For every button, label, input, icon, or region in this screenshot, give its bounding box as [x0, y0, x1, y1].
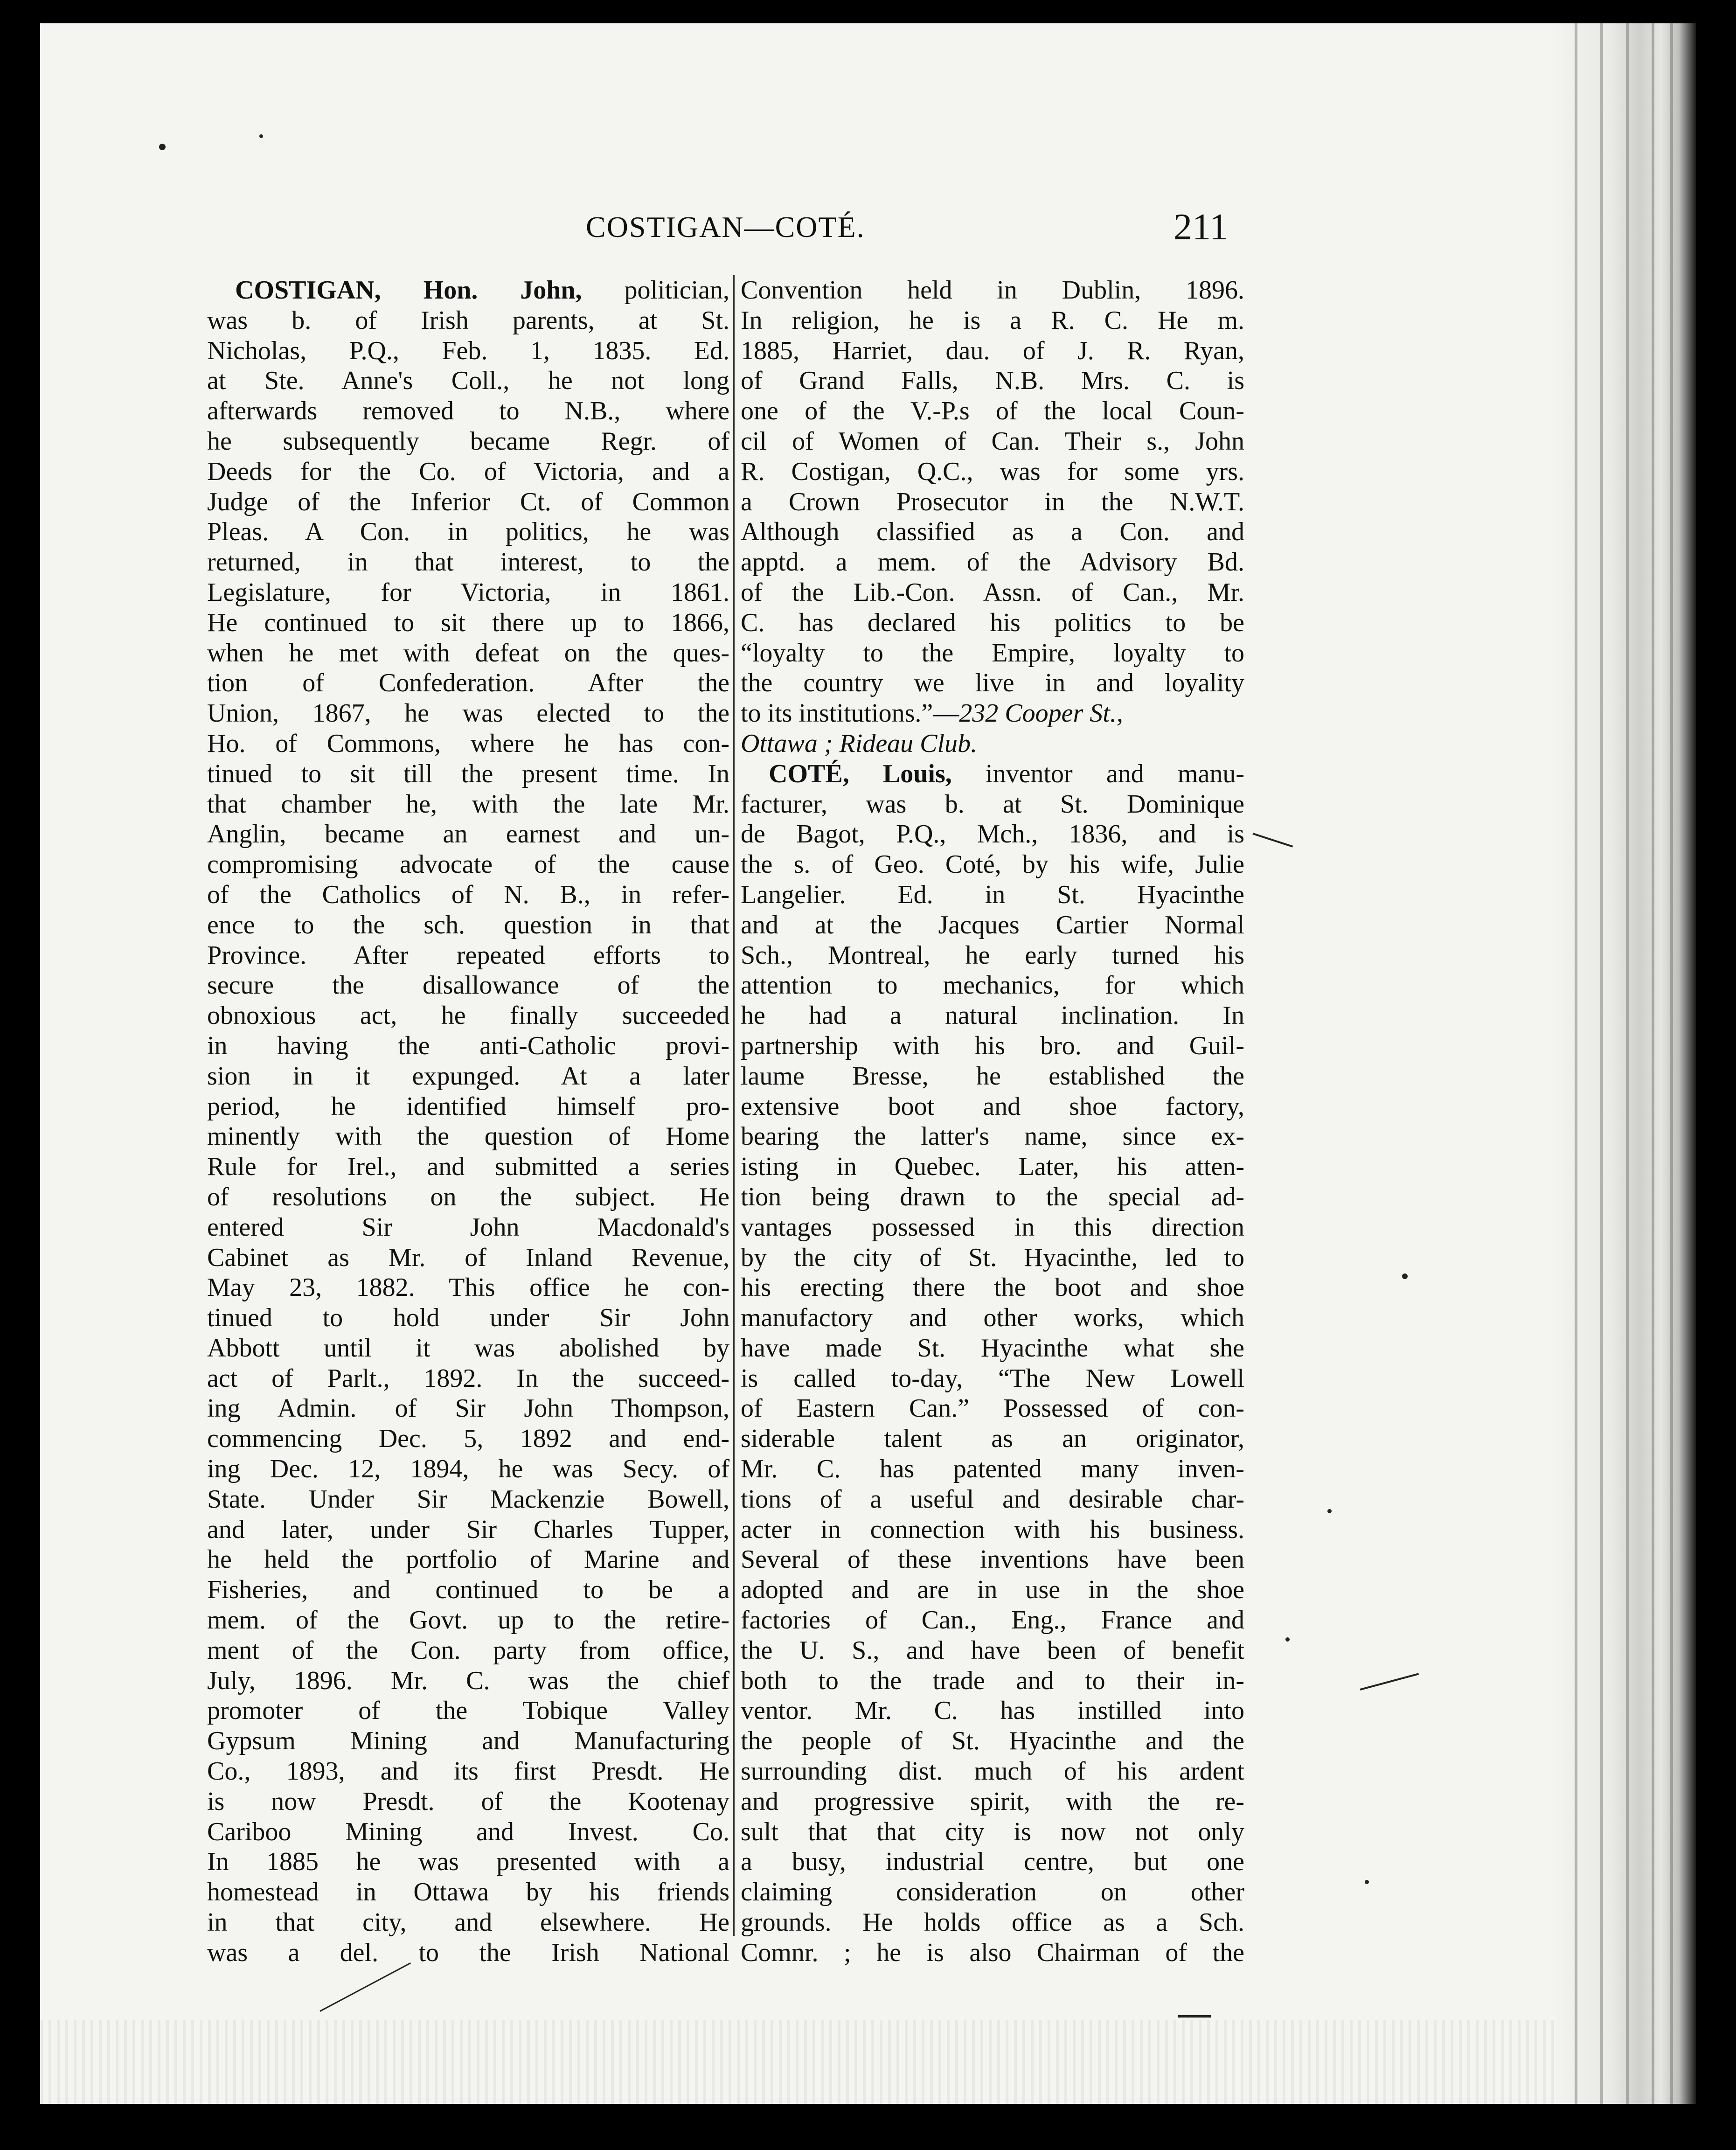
- text-line: adopted and are in use in the shoe: [741, 1575, 1244, 1605]
- entry-headword: COTÉ, Louis,: [769, 759, 952, 788]
- text-line: Pleas. A Con. in politics, he was: [207, 517, 729, 547]
- text-line: is now Presdt. of the Kootenay: [207, 1787, 729, 1816]
- text-line: mem. of the Govt. up to the retire-: [207, 1606, 729, 1635]
- text-line: Sch., Montreal, he early turned his: [741, 940, 1244, 970]
- text-line: of the Lib.-Con. Assn. of Can., Mr.: [741, 578, 1244, 607]
- text-line: ment of the Con. party from office,: [207, 1635, 729, 1665]
- text-line: Fisheries, and continued to be a: [207, 1575, 729, 1605]
- scan-noise: [40, 2020, 1556, 2104]
- text-line: was b. of Irish parents, at St.: [207, 306, 729, 335]
- scan-speck: [159, 144, 166, 150]
- text-line: “loyalty to the Empire, loyalty to: [741, 638, 1244, 668]
- text-line: Several of these inventions have been: [741, 1545, 1244, 1574]
- text-line: Although classified as a Con. and: [741, 517, 1244, 547]
- text-line: have made St. Hyacinthe what she: [741, 1333, 1244, 1363]
- text-line: act of Parlt., 1892. In the succeed-: [207, 1364, 729, 1393]
- text-line: that chamber he, with the late Mr.: [207, 789, 729, 819]
- text-line: tion being drawn to the special ad-: [741, 1182, 1244, 1211]
- text-line: in having the anti-Catholic provi-: [207, 1031, 729, 1060]
- text-line: tion of Confederation. After the: [207, 668, 729, 698]
- text-line: surrounding dist. much of his ardent: [741, 1757, 1244, 1786]
- text-line: manufactory and other works, which: [741, 1303, 1244, 1333]
- text-line: In 1885 he was presented with a: [207, 1847, 729, 1877]
- text-line: the people of St. Hyacinthe and the: [741, 1726, 1244, 1756]
- text-line: of resolutions on the subject. He: [207, 1182, 729, 1211]
- text-line: bearing the latter's name, since ex-: [741, 1122, 1244, 1151]
- column-divider: [733, 275, 735, 1936]
- text-line: he subsequently became Regr. of: [207, 426, 729, 456]
- text-line: He continued to sit there up to 1866,: [207, 608, 729, 637]
- text-line: July, 1896. Mr. C. was the chief: [207, 1666, 729, 1695]
- text-line: and later, under Sir Charles Tupper,: [207, 1515, 729, 1544]
- text-line: both to the trade and to their in-: [741, 1666, 1244, 1695]
- text-line: by the city of St. Hyacinthe, led to: [741, 1243, 1244, 1272]
- text-line: In religion, he is a R. C. He m.: [741, 306, 1244, 335]
- text-line: and at the Jacques Cartier Normal: [741, 910, 1244, 939]
- entry-headword: COSTIGAN, Hon. John,: [235, 276, 582, 305]
- running-title: COSTIGAN—COTÉ.: [586, 210, 865, 244]
- text-line: is called to-day, “The New Lowell: [741, 1364, 1244, 1393]
- text-line: facturer, was b. at St. Dominique: [741, 789, 1244, 819]
- text-line: the country we live in and loyality: [741, 668, 1244, 698]
- text-line: claiming consideration on other: [741, 1878, 1244, 1907]
- text-line: one of the V.-P.s of the local Coun-: [741, 397, 1244, 426]
- scanned-page: [40, 23, 1556, 2104]
- text-line: a busy, industrial centre, but one: [741, 1847, 1244, 1877]
- text-line: attention to mechanics, for which: [741, 971, 1244, 1000]
- text-line: acter in connection with his business.: [741, 1515, 1244, 1544]
- text-line: of Eastern Can.” Possessed of con-: [741, 1394, 1244, 1423]
- text-line: Cabinet as Mr. of Inland Revenue,: [207, 1243, 729, 1272]
- text-line: isting in Quebec. Later, his atten-: [741, 1152, 1244, 1182]
- address-text: 232 Cooper St.,: [959, 699, 1123, 728]
- text-line: Deeds for the Co. of Victoria, and a: [207, 457, 729, 486]
- text-line: tions of a useful and desirable char-: [741, 1484, 1244, 1514]
- text-line: partnership with his bro. and Guil-: [741, 1031, 1244, 1060]
- text-line: secure the disallowance of the: [207, 971, 729, 1000]
- text-line: COSTIGAN, Hon. John, politician,: [235, 276, 729, 305]
- text-line: obnoxious act, he finally succeeded: [207, 1001, 729, 1030]
- text-line: Legislature, for Victoria, in 1861.: [207, 578, 729, 607]
- scan-speck: [1365, 1880, 1369, 1884]
- text-line: 1885, Harriet, dau. of J. R. Ryan,: [741, 336, 1244, 365]
- text-line: when he met with defeat on the ques-: [207, 638, 729, 668]
- text-line: commencing Dec. 5, 1892 and end-: [207, 1424, 729, 1454]
- text-line: at Ste. Anne's Coll., he not long: [207, 366, 729, 396]
- text-line: compromising advocate of the cause: [207, 850, 729, 879]
- right-text-column: [741, 275, 1244, 1968]
- text-line: Abbott until it was abolished by: [207, 1333, 729, 1363]
- text-line: Union, 1867, he was elected to the: [207, 699, 729, 728]
- text-line: Cariboo Mining and Invest. Co.: [207, 1817, 729, 1846]
- text-line: afterwards removed to N.B., where: [207, 397, 729, 426]
- scan-speck: [1285, 1637, 1290, 1642]
- text-line: de Bagot, P.Q., Mch., 1836, and is: [741, 820, 1244, 849]
- text-line: COTÉ, Louis, inventor and manu-: [769, 759, 1244, 788]
- text-line: Ho. of Commons, where he has con-: [207, 729, 729, 758]
- text-line: ing Admin. of Sir John Thompson,: [207, 1394, 729, 1423]
- text-line: he had a natural inclination. In: [741, 1001, 1244, 1030]
- text-line: was a del. to the Irish National: [207, 1938, 729, 1967]
- text-line: factories of Can., Eng., France and: [741, 1606, 1244, 1635]
- book-fore-edge: [1556, 23, 1696, 2104]
- text-line: in that city, and elsewhere. He: [207, 1908, 729, 1937]
- text-line: May 23, 1882. This office he con-: [207, 1273, 729, 1302]
- text-line: tinued to hold under Sir John: [207, 1303, 729, 1333]
- text-line: C. has declared his politics to be: [741, 608, 1244, 637]
- scan-speck: [259, 134, 263, 138]
- text-line: sult that that city is now not only: [741, 1817, 1244, 1846]
- text-line: tinued to sit till the present time. In: [207, 759, 729, 788]
- text-line: entered Sir John Macdonald's: [207, 1212, 729, 1242]
- text-line: Judge of the Inferior Ct. of Common: [207, 487, 729, 516]
- text-line: and progressive spirit, with the re-: [741, 1787, 1244, 1816]
- text-line: ing Dec. 12, 1894, he was Secy. of: [207, 1454, 729, 1484]
- text-line: he held the portfolio of Marine and: [207, 1545, 729, 1574]
- text-line: promoter of the Tobique Valley: [207, 1696, 729, 1726]
- text-line: to its institutions.”—232 Cooper St.,: [741, 699, 1123, 728]
- scan-speck: [1402, 1273, 1408, 1279]
- text-line: sion in it expunged. At a later: [207, 1061, 729, 1091]
- scan-scratch: [1252, 833, 1293, 848]
- text-line: Rule for Irel., and submitted a series: [207, 1152, 729, 1182]
- text-line: Province. After repeated efforts to: [207, 940, 729, 970]
- scan-speck: [1327, 1509, 1332, 1513]
- text-line: a Crown Prosecutor in the N.W.T.: [741, 487, 1244, 516]
- text-line: homestead in Ottawa by his friends: [207, 1878, 729, 1907]
- text-line: Co., 1893, and its first Presdt. He: [207, 1757, 729, 1786]
- text-line: ventor. Mr. C. has instilled into: [741, 1696, 1244, 1726]
- text-line: Mr. C. has patented many inven-: [741, 1454, 1244, 1484]
- scan-scratch: [1360, 1673, 1419, 1691]
- text-line: the U. S., and have been of benefit: [741, 1635, 1244, 1665]
- text-line: returned, in that interest, to the: [207, 548, 729, 577]
- text-line: extensive boot and shoe factory,: [741, 1092, 1244, 1121]
- text-line: vantages possessed in this direction: [741, 1212, 1244, 1242]
- text-line: laume Bresse, he established the: [741, 1061, 1244, 1091]
- text-line: of Grand Falls, N.B. Mrs. C. is: [741, 366, 1244, 396]
- text-line: R. Costigan, Q.C., was for some yrs.: [741, 457, 1244, 486]
- text-line: ence to the sch. question in that: [207, 910, 729, 939]
- text-line: Anglin, became an earnest and un-: [207, 820, 729, 849]
- scan-scratch: [1178, 2015, 1211, 2018]
- text-line: Langelier. Ed. in St. Hyacinthe: [741, 880, 1244, 909]
- text-line: Ottawa ; Rideau Club.: [741, 729, 978, 758]
- text-line: Comnr. ; he is also Chairman of the: [741, 1938, 1244, 1967]
- text-line: apptd. a mem. of the Advisory Bd.: [741, 548, 1244, 577]
- text-line: the s. of Geo. Coté, by his wife, Julie: [741, 850, 1244, 879]
- text-line: siderable talent as an originator,: [741, 1424, 1244, 1454]
- text-line: his erecting there the boot and shoe: [741, 1273, 1244, 1302]
- text-line: minently with the question of Home: [207, 1122, 729, 1151]
- text-line: Nicholas, P.Q., Feb. 1, 1835. Ed.: [207, 336, 729, 365]
- text-line: Gypsum Mining and Manufacturing: [207, 1726, 729, 1756]
- text-line: grounds. He holds office as a Sch.: [741, 1908, 1244, 1937]
- text-line: State. Under Sir Mackenzie Bowell,: [207, 1484, 729, 1514]
- scan-scratch: [319, 1962, 411, 2012]
- page-number: 211: [1174, 207, 1229, 248]
- text-line: period, he identified himself pro-: [207, 1092, 729, 1121]
- text-line: Convention held in Dublin, 1896.: [741, 276, 1244, 305]
- text-line: cil of Women of Can. Their s., John: [741, 426, 1244, 456]
- text-line: of the Catholics of N. B., in refer-: [207, 880, 729, 909]
- left-text-column: [207, 275, 729, 1968]
